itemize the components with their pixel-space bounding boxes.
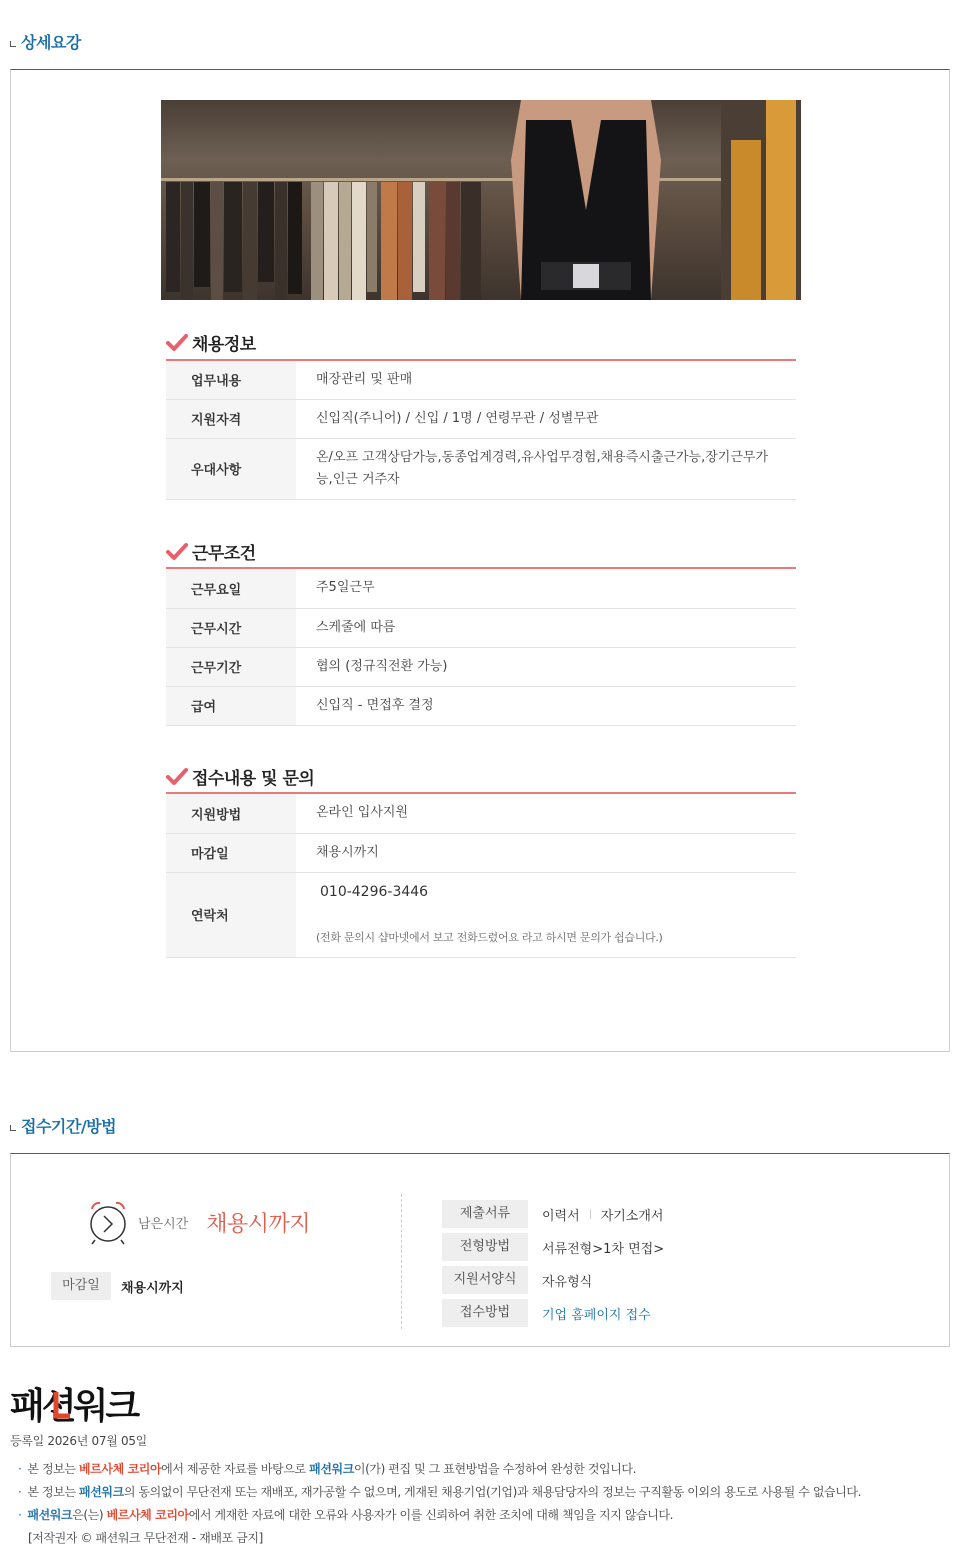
row-label: 지원방법: [166, 794, 296, 833]
row-value: 신입직 - 면접후 결정: [296, 686, 796, 725]
deadline-label: 마감일: [51, 1272, 111, 1300]
row-value: 온라인 입사지원: [296, 794, 796, 833]
note-text: 에서 게재한 자료에 대한 오류와 사용자가 이를 신뢰하여 취한 조치에 대해 책임을 지지 않습니다.: [188, 1508, 673, 1522]
method-value: 자유형식: [542, 1274, 593, 1290]
row-value: 채용시까지: [296, 833, 796, 872]
model-graphic: [501, 100, 671, 300]
hiring-info-title-text: 채용정보: [192, 335, 256, 355]
row-label: 업무내용: [166, 361, 296, 399]
list-item: [18, 1504, 861, 1527]
table-row: [166, 833, 796, 872]
application-title: [166, 764, 314, 789]
rack-rail: [161, 178, 801, 181]
site-name: 패션워크: [79, 1485, 124, 1499]
table-row: [166, 569, 796, 608]
work-conditions-table: [166, 569, 796, 726]
logo-graphic: [10, 1384, 160, 1426]
table-row: [166, 794, 796, 833]
document-item: 이력서: [542, 1208, 580, 1224]
row-label: 급여: [166, 686, 296, 725]
application-table: [166, 794, 796, 958]
row-value: 신입직(주니어) / 신입 / 1명 / 연령무관 / 성별무관: [296, 399, 796, 438]
check-icon: [166, 767, 188, 787]
corner-icon: [10, 41, 16, 47]
hero-image: [161, 100, 801, 300]
bullet-icon: ·: [18, 1485, 22, 1499]
method-row-documents: [442, 1200, 664, 1228]
note-text: 본 정보는: [27, 1485, 80, 1499]
footer-notes: [18, 1458, 861, 1550]
contact-note: (전화 문의시 샵마넷에서 보고 전화드렸어요 라고 하시면 문의가 쉽습니다.): [316, 930, 663, 944]
company-name: 베르사체 코리아: [79, 1462, 162, 1476]
row-label: 근무기간: [166, 647, 296, 686]
table-row: [166, 438, 796, 499]
remain-time: [86, 1199, 310, 1245]
copyright-text: [저작권자 © 패션워크 무단전재 - 재배포 금지]: [28, 1531, 263, 1545]
list-item: [18, 1481, 861, 1504]
method-label: 전형방법: [442, 1233, 528, 1261]
work-conditions-title-text: 근무조건: [192, 544, 256, 564]
check-icon: [166, 333, 188, 353]
row-label: 연락처: [166, 872, 296, 957]
bullet-icon: ·: [18, 1462, 22, 1476]
row-value: 매장관리 및 판매: [296, 361, 796, 399]
row-label: 우대사항: [166, 438, 296, 499]
contact-phone[interactable]: 010-4296-3446: [320, 883, 429, 900]
separator: [590, 1209, 591, 1219]
hiring-info-table: [166, 361, 796, 500]
corner-icon: [10, 1125, 16, 1131]
work-conditions-title: [166, 539, 256, 564]
row-value: 온/오프 고객상담가능,동종업계경력,유사업무경험,채용즉시출근가능,장기근무가능,인근 거주자: [296, 438, 796, 499]
table-row: [166, 647, 796, 686]
row-label: 근무요일: [166, 569, 296, 608]
note-text: 은(는): [72, 1508, 107, 1522]
row-label: 지원자격: [166, 399, 296, 438]
row-value: 스케줄에 따름: [296, 608, 796, 647]
fashionwork-logo: [10, 1384, 160, 1424]
table-row: [166, 361, 796, 399]
note-text: 의 동의없이 무단전재 또는 재배포, 재가공할 수 없으며, 게재된 채용기업(기업)과 채용담당자의 정보는 구직활동 이외의 용도로 사용될 수 없습니다.: [123, 1485, 861, 1499]
application-title-text: 접수내용 및 문의: [192, 769, 315, 789]
deadline: [51, 1272, 184, 1300]
method-value: [542, 1205, 663, 1224]
homepage-apply-link[interactable]: 기업 홈페이지 접수: [542, 1307, 651, 1323]
remain-value: 채용시까지: [206, 1211, 310, 1237]
method-label: 제출서류: [442, 1200, 528, 1228]
period-box: [10, 1153, 950, 1347]
method-row-form: [442, 1266, 664, 1294]
vertical-divider: [401, 1194, 402, 1329]
deadline-value: 채용시까지: [121, 1280, 184, 1296]
row-value: 협의 (정규직전환 가능): [296, 647, 796, 686]
list-item: [18, 1458, 861, 1481]
note-text: 본 정보는: [27, 1462, 80, 1476]
document-item: 자기소개서: [600, 1208, 664, 1224]
clothes-right-graphic: [721, 100, 801, 300]
site-name: 패션워크: [27, 1508, 73, 1522]
method-row-process: [442, 1233, 664, 1261]
table-row: [166, 608, 796, 647]
detail-title-text: 상세요강: [21, 33, 81, 52]
check-icon: [166, 542, 188, 562]
remain-label: 남은시간: [138, 1216, 189, 1232]
bullet-icon: ·: [18, 1508, 22, 1522]
registration-date: 등록일 2026년 07월 05일: [10, 1434, 147, 1448]
method-label: 지원서양식: [442, 1266, 528, 1294]
table-row: [166, 686, 796, 725]
period-title-text: 접수기간/방법: [21, 1117, 117, 1136]
method-row-apply: [442, 1299, 664, 1327]
detail-box: [10, 69, 950, 1052]
contact-cell: [296, 872, 796, 957]
table-row: [166, 399, 796, 438]
note-text: 에서 제공한 자료를 바탕으로: [161, 1462, 310, 1476]
period-section-title: [10, 1114, 116, 1137]
alarm-clock-icon: [86, 1199, 130, 1245]
table-row: [166, 872, 796, 957]
logo-text: 패션워크: [10, 1386, 138, 1426]
detail-section-title: [10, 30, 81, 53]
note-text: 이(가) 편집 및 그 표현방법을 수정하여 완성한 것입니다.: [353, 1462, 637, 1476]
hiring-info-title: [166, 330, 256, 355]
row-value: 주5일근무: [296, 569, 796, 608]
clothes-left-graphic: [161, 182, 491, 300]
site-name: 패션워크: [309, 1462, 354, 1476]
method-list: [442, 1200, 664, 1332]
row-label: 근무시간: [166, 608, 296, 647]
method-label: 접수방법: [442, 1299, 528, 1327]
company-name: 베르사체 코리아: [106, 1508, 189, 1522]
method-value: 서류전형>1차 면접>: [542, 1241, 665, 1257]
row-label: 마감일: [166, 833, 296, 872]
